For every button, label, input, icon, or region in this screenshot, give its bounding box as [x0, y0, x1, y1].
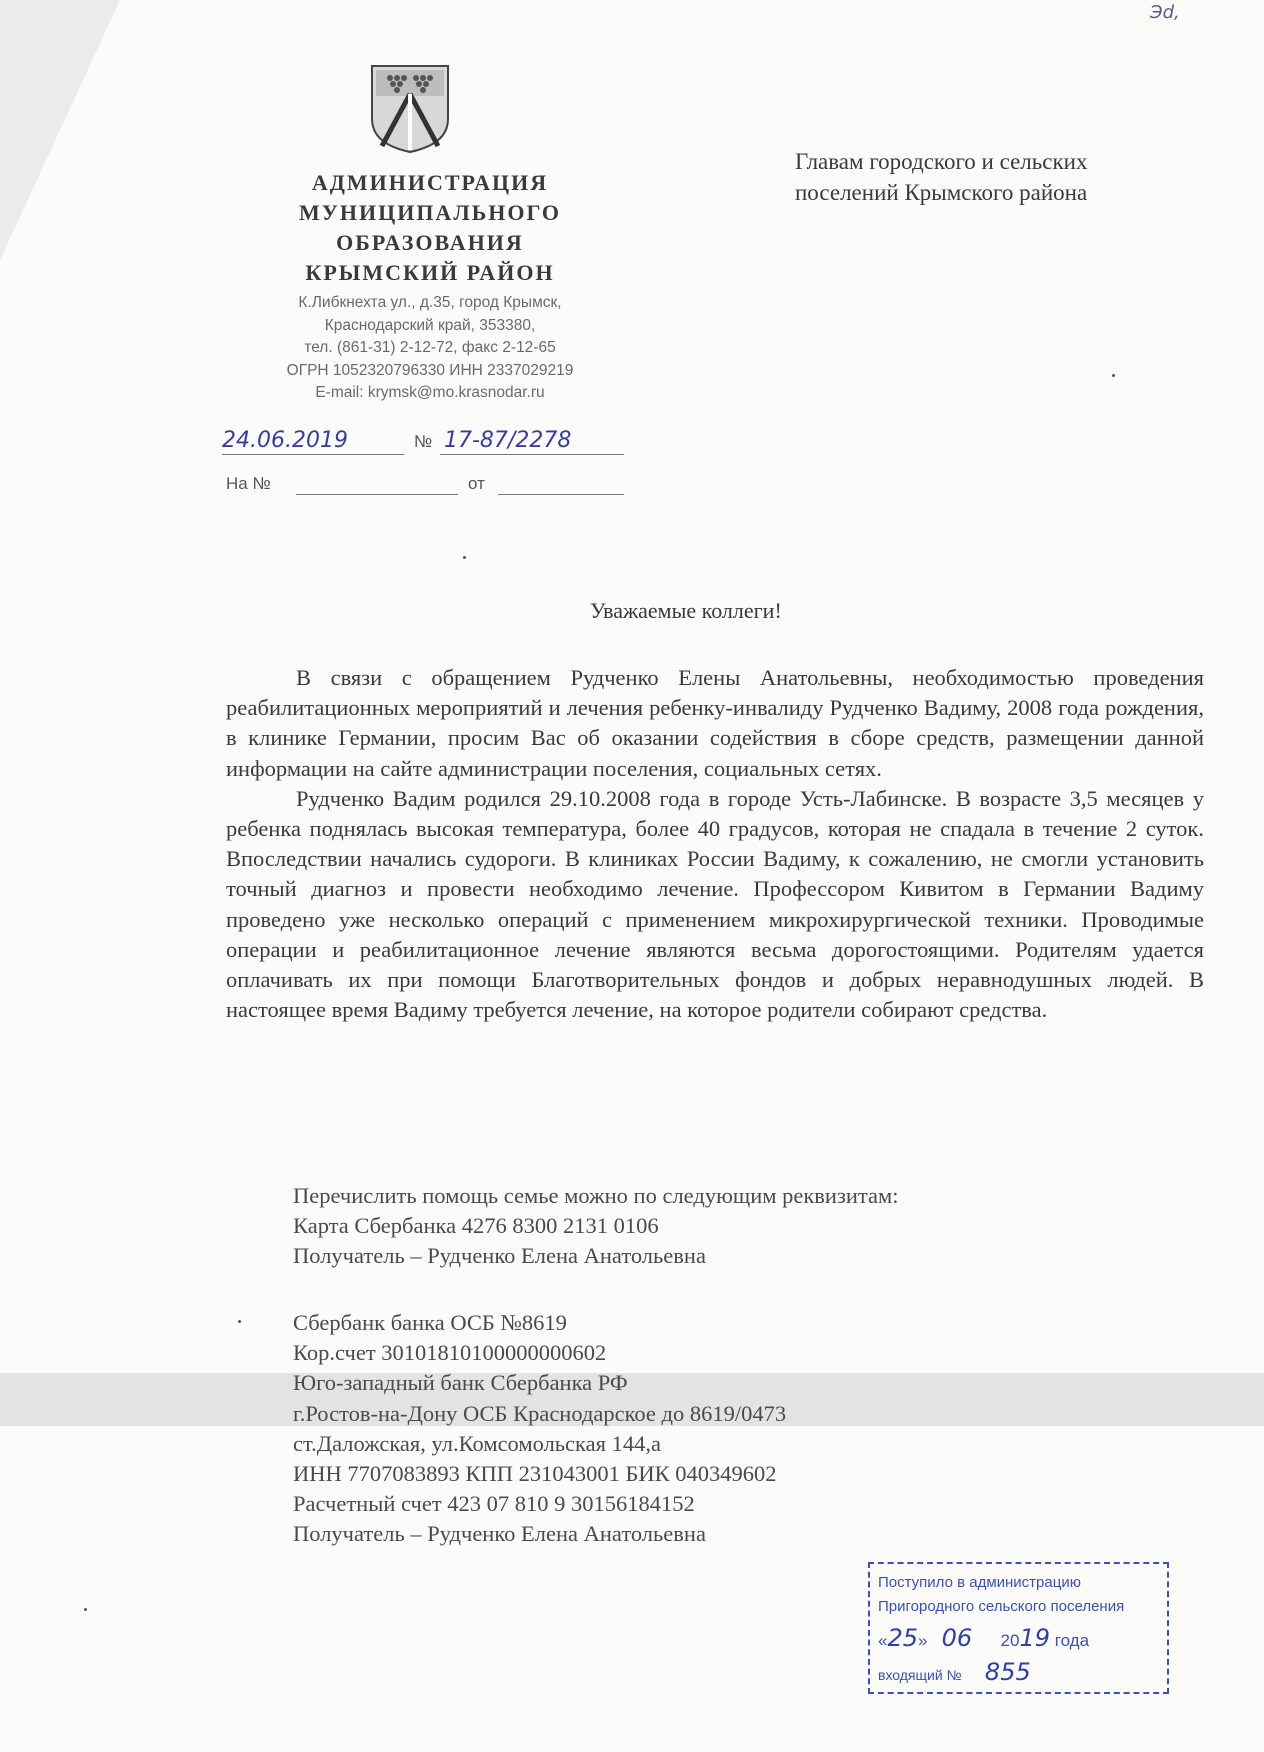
addressee-line: Главам городского и сельских: [795, 149, 1088, 174]
letter-body: [226, 663, 1204, 1025]
outgoing-number: 17-87/2278: [444, 428, 572, 453]
contact-line: тел. (861-31) 2-12-72, факс 2-12-65: [304, 339, 556, 356]
number-underline: [440, 454, 624, 455]
requisites-line: г.Ростов-на-Дону ОСБ Краснодарское до 8619/0473: [293, 1400, 787, 1426]
org-name-line: ОБРАЗОВАНИЯ: [336, 230, 524, 255]
requisites-line: Юго-западный банк Сбербанка РФ: [293, 1370, 628, 1396]
addressee: [795, 146, 1087, 208]
number-sign: №: [414, 432, 433, 451]
body-paragraph: Рудченко Вадим родился 29.10.2008 года в городе Усть-Лабинске. В возрасте 3,5 месяцев у ребенка поднялась высокая температура, более 40 градусов, которая не спадала в течение 2 суток. Впоследствии начались судороги. В клиниках России Вадиму, к сожалению, не смогли установить точный диагноз и провести необходимо лечение. Профессором Кивитом в Германии Вадиму проведено уже несколько операций с применением микрохирургической техники. Проводимые операции и реабилитационное лечение являются весьма дорогостоящими. Родителям удается оплачивать их при помощи Благотворительных фондов и добрых неравнодушных людей. В настоящее время Вадиму требуется лечение, на которое родители собирают средства.: [226, 785, 1204, 1023]
org-name-line: КРЫМСКИЙ РАЙОН: [305, 260, 555, 285]
incoming-registration-stamp: [868, 1562, 1169, 1694]
stamp-line: Пригородного сельского поселения: [878, 1598, 1125, 1615]
reply-to-underline: [296, 494, 458, 495]
stamp-incoming-number: [878, 1658, 1031, 1686]
requisites-line: ИНН 7707083893 КПП 231043001 БИК 040349602: [293, 1461, 777, 1487]
contact-line: E-mail: krymsk@mo.krasnodar.ru: [315, 384, 545, 401]
requisites-line: Кор.счет 30101810100000000602: [293, 1340, 607, 1366]
requisites-card: [293, 1181, 898, 1272]
from-label: от: [468, 474, 485, 493]
scan-speck: [463, 556, 466, 559]
requisites-line: Сбербанк банка ОСБ №8619: [293, 1310, 567, 1335]
scan-speck: [84, 1608, 87, 1611]
stamp-date: [878, 1624, 1089, 1652]
requisites-line: Карта Сбербанка 4276 8300 2131 0106: [293, 1213, 659, 1239]
addressee-line: поселений Крымского района: [795, 180, 1088, 205]
top-handwritten-mark: Эd,: [1150, 2, 1180, 23]
stamp-month: 06: [941, 1624, 973, 1652]
organization-contacts: [230, 292, 630, 405]
org-name-line: МУНИЦИПАЛЬНОГО: [298, 200, 562, 225]
stamp-quote-open: «: [878, 1631, 888, 1650]
greeting: Уважаемые коллеги!: [590, 598, 782, 623]
organization-name: [230, 168, 630, 288]
scan-speck: [1112, 374, 1115, 377]
stamp-year-prefix: 20: [1000, 1631, 1020, 1650]
from-underline: [498, 494, 624, 495]
stamp-quote-close: »: [918, 1631, 928, 1650]
scan-corner-shadow: [0, 0, 120, 260]
contact-line: Краснодарский край, 353380,: [324, 316, 536, 334]
outgoing-date: 24.06.2019: [222, 428, 348, 453]
requisites-line: ст.Даложская, ул.Комсомольская 144,а: [293, 1430, 661, 1456]
crimean-district-emblem-icon: [370, 64, 450, 154]
requisites-line: Получатель – Рудченко Елена Анатольевна: [293, 1243, 706, 1269]
requisites-bank: [293, 1308, 786, 1550]
stamp-line: Поступило в администрацию: [878, 1574, 1081, 1591]
stamp-incoming-label: входящий №: [878, 1667, 962, 1683]
scan-speck: [238, 1320, 241, 1323]
requisites-line: Перечислить помощь семье можно по следующим реквизитам:: [293, 1183, 899, 1208]
requisites-line: Расчетный счет 423 07 810 9 30156184152: [293, 1491, 695, 1517]
body-paragraph: В связи с обращением Рудченко Елены Анатольевны, необходимостью проведения реабилитационных мероприятий и лечения ребенку-инвалиду Рудченко Вадиму, 2008 года рождения, в клинике Германии, просим Вас об оказании содействия в сборе средств, размещении данной информации на сайте администрации поселения, социальных сетях.: [226, 665, 1204, 781]
requisites-line: Получатель – Рудченко Елена Анатольевна: [293, 1521, 706, 1547]
contact-line: К.Либкнехта ул., д.35, город Крымск,: [298, 294, 562, 311]
stamp-day: 25: [887, 1624, 919, 1652]
stamp-incoming-value: 855: [984, 1658, 1031, 1686]
date-underline: [222, 454, 404, 455]
org-name-line: АДМИНИСТРАЦИЯ: [311, 170, 549, 195]
reply-to-label: На №: [226, 474, 271, 493]
stamp-year-suffix: 19: [1019, 1624, 1051, 1652]
contact-line: ОГРН 1052320796330 ИНН 2337029219: [286, 361, 574, 379]
stamp-year-word: года: [1054, 1631, 1090, 1650]
